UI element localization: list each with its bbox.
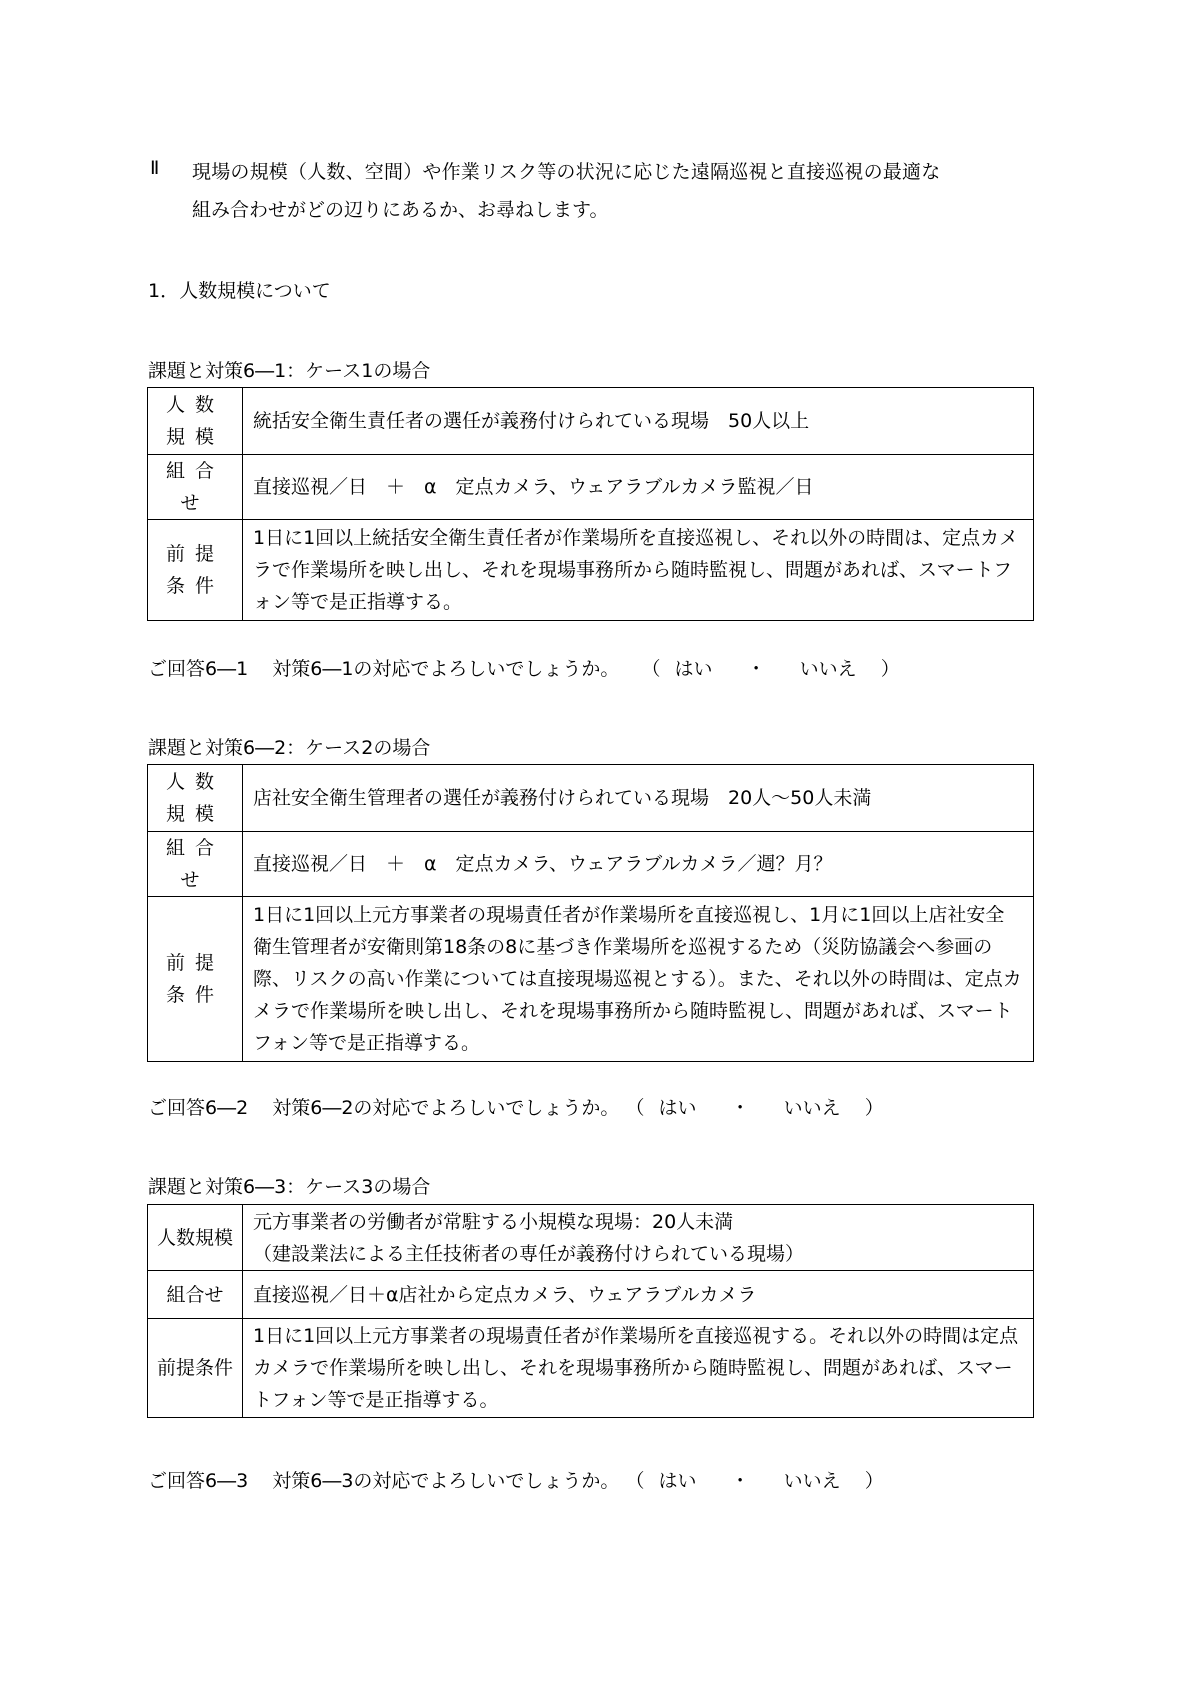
answer-line — [148, 1466, 884, 1493]
row-content: 1日に1回以上元方事業者の現場責任者が作業場所を直接巡視する。それ以外の時間は定点カメラで作業場所を映し出し、それを現場事務所から随時監視し、問題があれば、スマートフォン等で是正指導する。 — [243, 1319, 1034, 1418]
case-table — [147, 1204, 1034, 1418]
case-table — [147, 764, 1034, 1062]
case-caption: 課題と対策6―2：ケース2の場合 — [148, 737, 431, 759]
row-label: 前提条件 — [148, 1319, 243, 1418]
table-row — [148, 520, 1034, 621]
row-content-line2: （建設業法による主任技術者の専任が義務付けられている現場） — [253, 1242, 805, 1265]
row-content — [243, 1205, 1034, 1271]
answer-line — [148, 654, 900, 681]
row-label: 人数規模 — [148, 388, 243, 455]
open-paren: （ — [625, 1470, 645, 1492]
answer-question: 対策6―1の対応でよろしいでしょうか。 — [272, 658, 620, 680]
row-content: 統括安全衛生責任者の選任が義務付けられている現場 50人以上 — [243, 388, 1034, 455]
answer-line — [148, 1093, 884, 1120]
row-label: 組合せ — [148, 455, 243, 520]
open-paren: （ — [641, 658, 661, 680]
row-label: 人数規模 — [148, 1205, 243, 1271]
answer-yes-option[interactable]: はい — [658, 1097, 697, 1119]
case-caption: 課題と対策6―3：ケース3の場合 — [148, 1176, 431, 1198]
close-paren: ） — [880, 658, 900, 680]
close-paren: ） — [864, 1470, 884, 1492]
answer-no-option[interactable]: いいえ — [783, 1470, 841, 1492]
open-paren: （ — [625, 1097, 645, 1119]
table-row — [148, 1319, 1034, 1418]
option-separator: ・ — [730, 1097, 750, 1119]
chapter-heading-line2: 組み合わせがどの辺りにあるか、お尋ねします。 — [192, 199, 609, 221]
table-row — [148, 1205, 1034, 1271]
chapter-heading-line1: 現場の規模（人数、空間）や作業リスク等の状況に応じた遠隔巡視と直接巡視の最適な — [192, 161, 941, 183]
row-label: 組合せ — [148, 1271, 243, 1319]
row-content: 直接巡視／日＋α店社から定点カメラ、ウェアラブルカメラ — [243, 1271, 1034, 1319]
answer-label: ご回答6―1 — [148, 658, 249, 680]
close-paren: ） — [864, 1097, 884, 1119]
table-row — [148, 388, 1034, 455]
row-content: 1日に1回以上元方事業者の現場責任者が作業場所を直接巡視し、1月に1回以上店社安全衛生管理者が安衛則第18条の8に基づき作業場所を巡視するため（災防協議会へ参画の際、リスクの高い作業については直接現場巡視とする）。また、それ以外の時間は、定点カメラで作業場所を映し出し、それを現場事務所から随時監視し、問題があれば、スマートフォン等で是正指導する。 — [243, 897, 1034, 1062]
row-content: 直接巡視／日 ＋ α 定点カメラ、ウェアラブルカメラ／週？月？ — [243, 832, 1034, 897]
row-label: 前提条件 — [148, 520, 243, 621]
case-caption: 課題と対策6―1：ケース1の場合 — [148, 360, 431, 382]
answer-no-option[interactable]: いいえ — [799, 658, 857, 680]
row-content: 直接巡視／日 ＋ α 定点カメラ、ウェアラブルカメラ監視／日 — [243, 455, 1034, 520]
table-row — [148, 455, 1034, 520]
option-separator: ・ — [730, 1470, 750, 1492]
row-content-line1: 元方事業者の労働者が常駐する小規模な現場：20人未満 — [253, 1210, 734, 1233]
answer-yes-option[interactable]: はい — [674, 658, 713, 680]
chapter-number: Ⅱ — [150, 157, 160, 179]
section-title: 1．人数規模について — [148, 280, 331, 302]
answer-question: 対策6―2の対応でよろしいでしょうか。 — [272, 1097, 620, 1119]
case-table — [147, 387, 1034, 621]
option-separator: ・ — [746, 658, 766, 680]
row-label: 組合せ — [148, 832, 243, 897]
answer-yes-option[interactable]: はい — [658, 1470, 697, 1492]
answer-question: 対策6―3の対応でよろしいでしょうか。 — [272, 1470, 620, 1492]
row-label: 前提条件 — [148, 897, 243, 1062]
answer-no-option[interactable]: いいえ — [783, 1097, 841, 1119]
answer-label: ご回答6―2 — [148, 1097, 249, 1119]
answer-label: ご回答6―3 — [148, 1470, 249, 1492]
row-label: 人数規模 — [148, 765, 243, 832]
table-row — [148, 897, 1034, 1062]
table-row — [148, 1271, 1034, 1319]
table-row — [148, 765, 1034, 832]
row-content: 1日に1回以上統括安全衛生責任者が作業場所を直接巡視し、それ以外の時間は、定点カメラで作業場所を映し出し、それを現場事務所から随時監視し、問題があれば、スマートフォン等で是正指導する。 — [243, 520, 1034, 621]
table-row — [148, 832, 1034, 897]
row-content: 店社安全衛生管理者の選任が義務付けられている現場 20人～50人未満 — [243, 765, 1034, 832]
